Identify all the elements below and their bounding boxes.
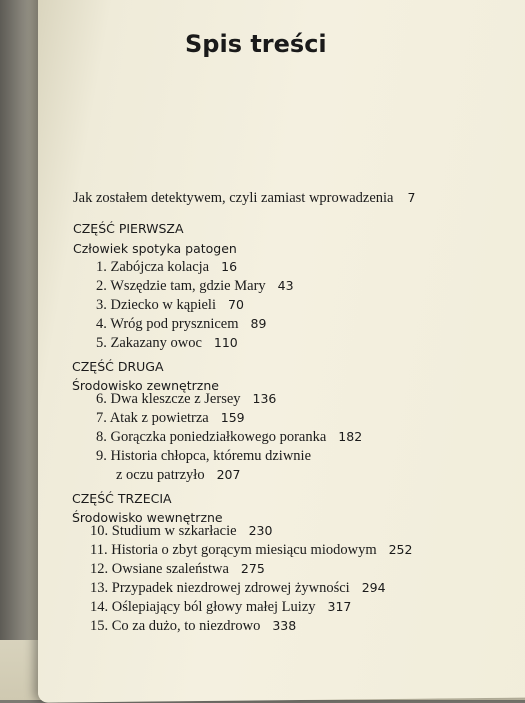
toc-entry: 1. Zabójcza kolacja 16	[96, 259, 238, 275]
part-label: CZĘŚĆ DRUGA	[72, 359, 164, 374]
toc-entry: 3. Dziecko w kąpieli 70	[96, 297, 244, 313]
toc-entry: 12. Owsiane szaleństwa 275	[90, 561, 265, 577]
page-title: Spis treści	[185, 30, 327, 58]
part-subtitle: Człowiek spotyka patogen	[73, 241, 237, 256]
part-label: CZĘŚĆ PIERWSZA	[73, 221, 184, 236]
part-label: CZĘŚĆ TRZECIA	[72, 491, 172, 506]
toc-entry-continuation: z oczu patrzyło 207	[116, 467, 241, 483]
part-subtitle: Środowisko wewnętrzne	[72, 510, 223, 525]
toc-entry: 9. Historia chłopca, któremu dziwnie	[96, 448, 312, 464]
toc-entry-page: 7	[407, 190, 416, 205]
toc-entry-title: Jak zostałem detektywem, czyli zamiast wprowadzenia	[73, 190, 394, 206]
toc-entry: 11. Historia o zbyt gorącym miesiącu miodowym 252	[90, 542, 413, 558]
toc-entry: 13. Przypadek niezdrowej zdrowej żywności 294	[90, 580, 386, 596]
toc-entry: 4. Wróg pod prysznicem 89	[96, 316, 267, 332]
toc-entry-intro	[73, 189, 415, 207]
book-edge	[0, 0, 40, 700]
toc-entry: 7. Atak z powietrza 159	[96, 410, 245, 426]
toc-entry: 6. Dwa kleszcze z Jersey 136	[96, 391, 277, 407]
toc-entry: 8. Gorączka poniedziałkowego poranka 182	[96, 429, 363, 445]
part-subtitle: Środowisko zewnętrzne	[72, 378, 219, 393]
toc-entry: 14. Oślepiający ból głowy małej Luizy 317	[90, 599, 352, 615]
toc-entry: 2. Wszędzie tam, gdzie Mary 43	[96, 278, 294, 294]
toc-entry: 10. Studium w szkarłacie 230	[90, 523, 273, 539]
toc-entry: 15. Co za dużo, to niezdrowo 338	[90, 618, 297, 634]
toc-entry: 5. Zakazany owoc 110	[96, 335, 238, 351]
